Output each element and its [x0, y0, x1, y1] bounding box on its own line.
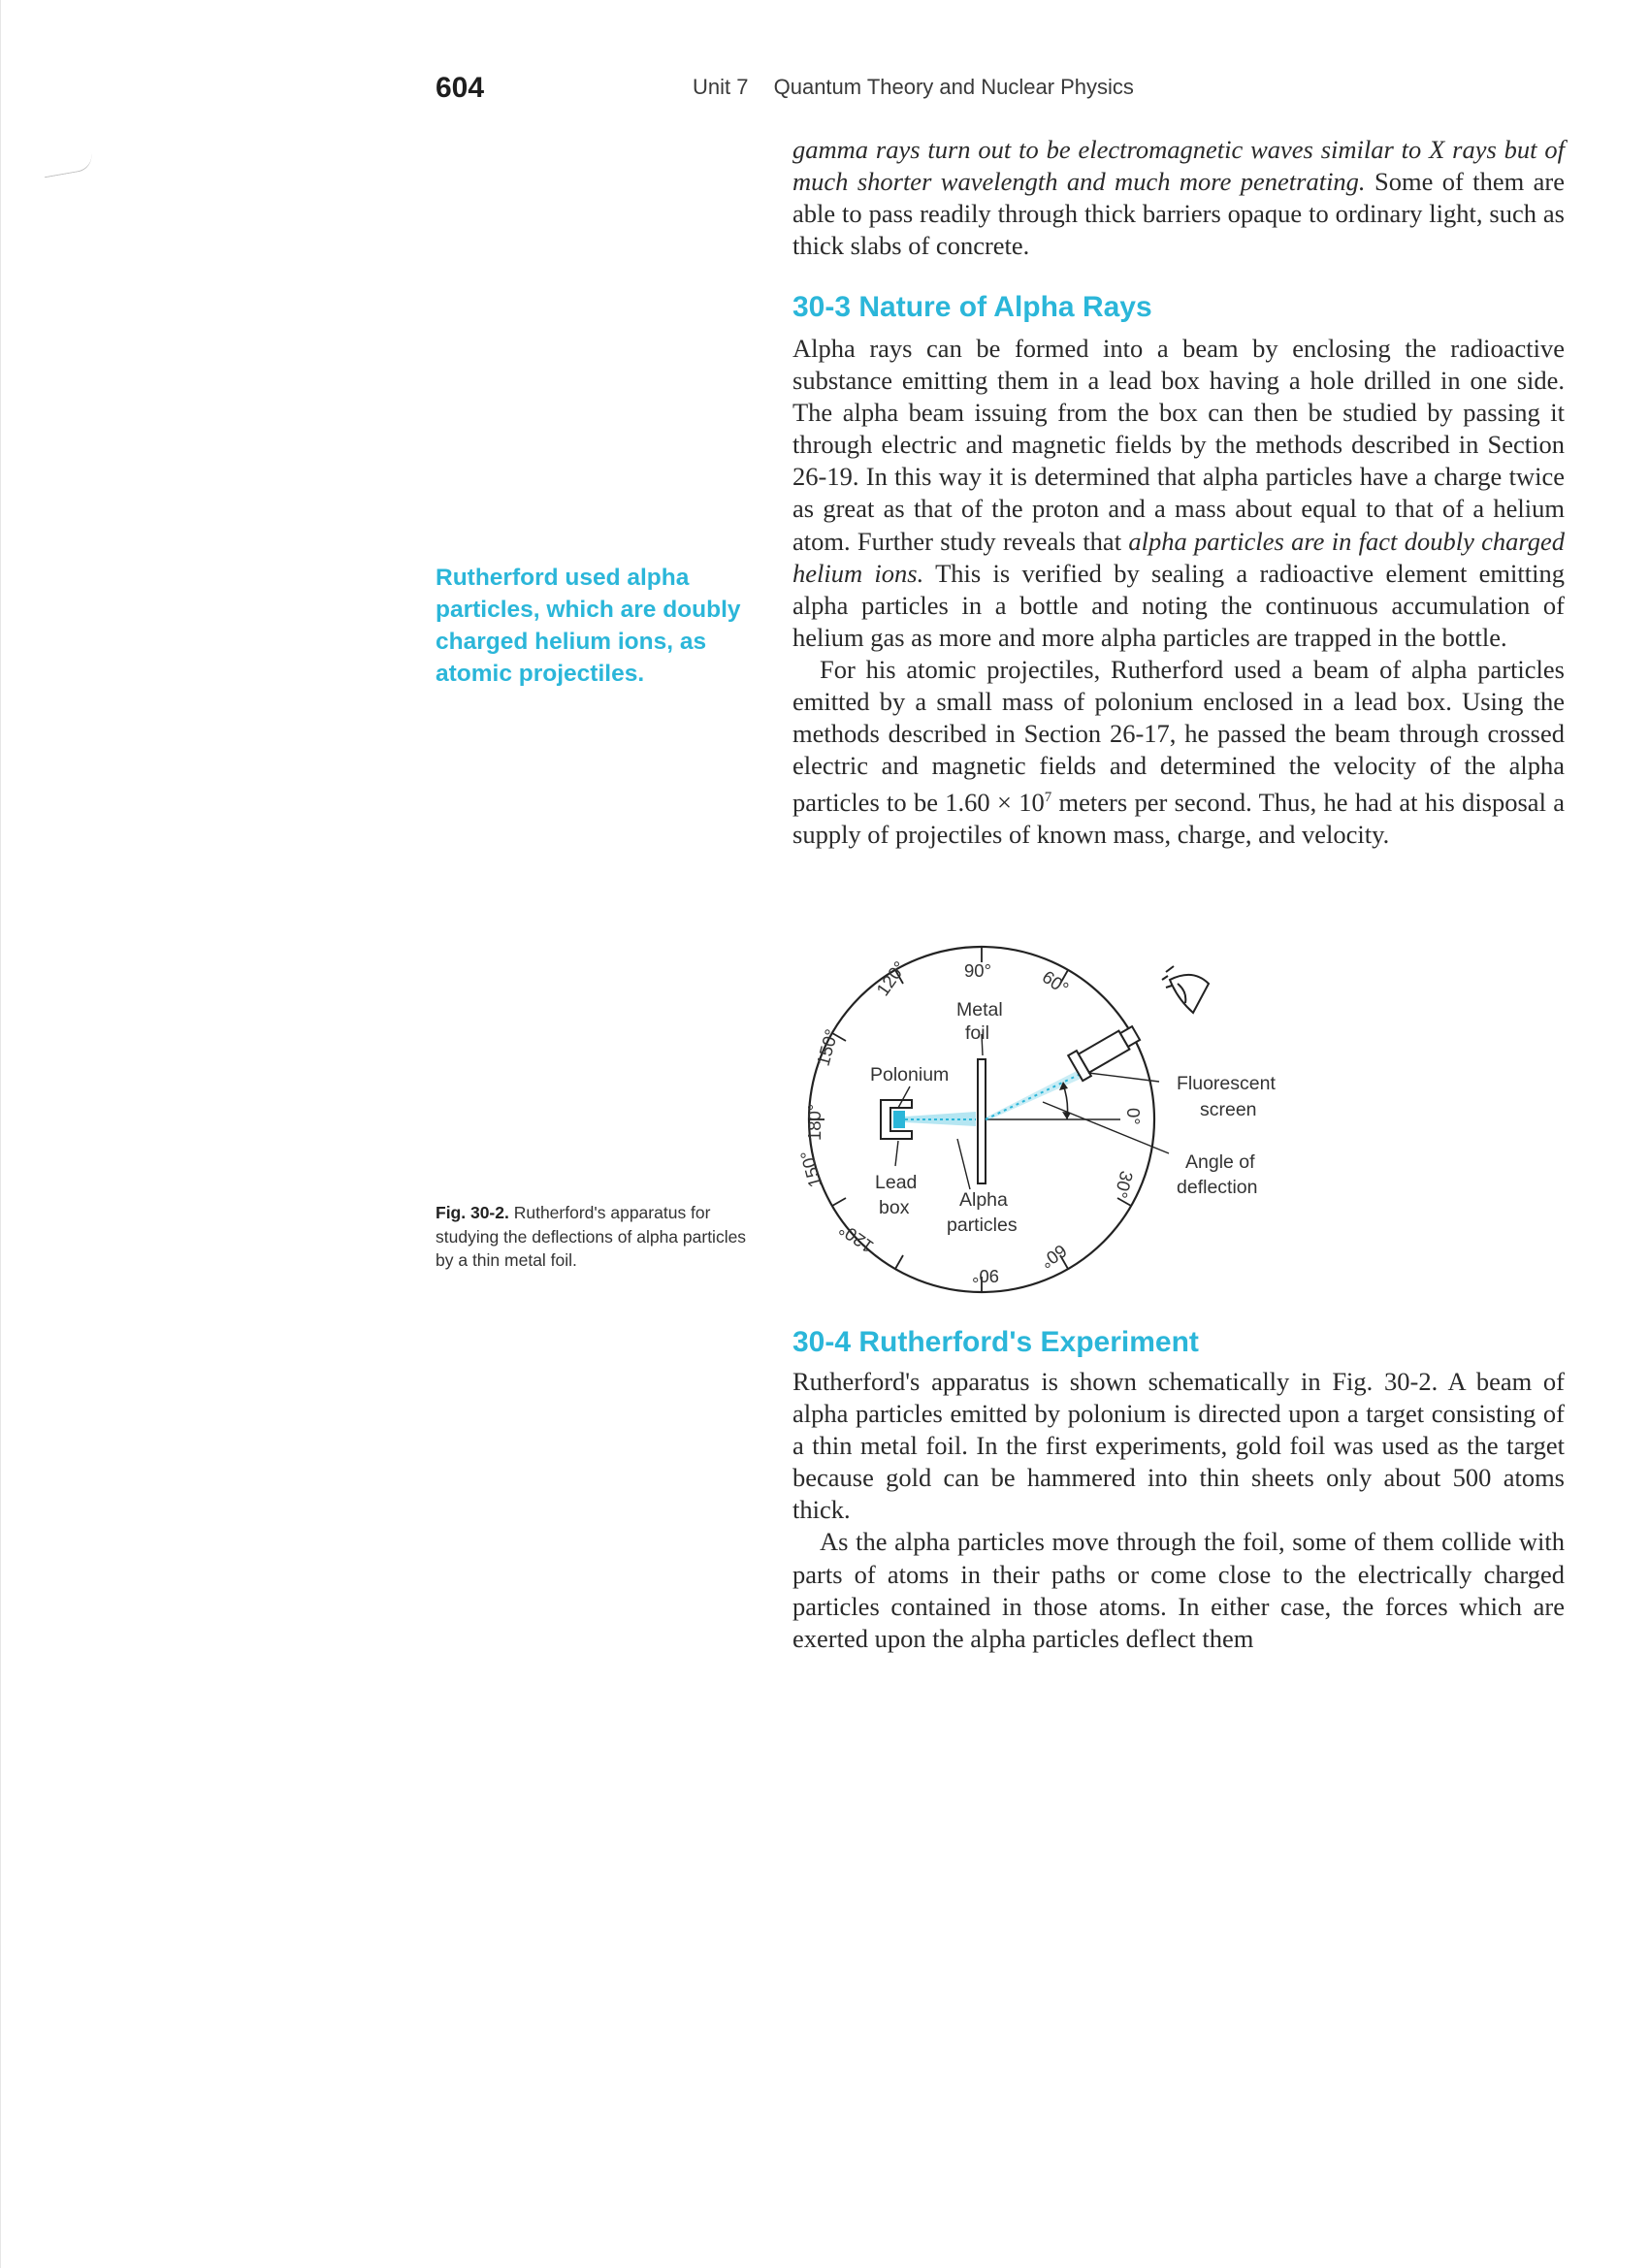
- caption-label: Fig. 30-2.: [436, 1203, 509, 1222]
- paragraph-alpha-rays: [792, 333, 1565, 654]
- paragraph-apparatus: Rutherford's apparatus is shown schematically in Fig. 30-2. A beam of alpha particles emitted by polonium is directed upon a target consisting of a thin metal foil. In the first experiments, gold foil was used as the target because gold can be hammered into thin sheets only about 500 atoms thick.: [792, 1367, 1565, 1525]
- intro-paragraph: [792, 134, 1565, 262]
- angle-label-60-bottom: 60°: [1036, 1240, 1071, 1273]
- label-foil: foil: [965, 1022, 989, 1044]
- scan-artifact: [42, 153, 94, 178]
- caption-text: Rutherford's apparatus for studying the deflections of alpha particles by a thin metal foil.: [436, 1203, 747, 1270]
- label-box: box: [879, 1197, 910, 1218]
- section-30-3-body: [792, 333, 1565, 851]
- section-heading-30-3: 30-3 Nature of Alpha Rays: [792, 291, 1152, 323]
- p2-text-a: For his atomic projectiles, Rutherford used a beam of alpha particles emitted by a small mass of polonium enclosed in a lead box. Using the methods described in Section 26-17, he passed the beam through crossed electric and magnetic fields and determined the velocity of the alpha particles to be 1.60 × 10: [792, 654, 1565, 818]
- leader-alpha-particles: [957, 1139, 970, 1189]
- p1-italic: alpha particles are in fact doubly charged helium ions.: [792, 526, 1565, 588]
- label-deflection: deflection: [1177, 1177, 1258, 1198]
- section-30-4-body: [792, 1366, 1565, 1655]
- paragraph-projectiles: [792, 654, 1565, 851]
- scan-border-line: [0, 0, 1, 2268]
- angle-label-150-lower: 150°: [795, 1149, 825, 1190]
- margin-note: Rutherford used alpha particles, which are doubly charged helium ions, as atomic projectiles.: [436, 565, 741, 687]
- label-alpha: Alpha: [959, 1189, 1008, 1211]
- running-head: [693, 75, 1134, 100]
- figure-caption: [436, 1201, 756, 1273]
- intro-block: [792, 134, 1565, 262]
- figure-30-2: [786, 935, 1310, 1294]
- intro-italic: gamma rays turn out to be electromagnetic waves similar to X rays but of much shorter wavelength and much more penetrating.: [792, 135, 1565, 197]
- rutherford-apparatus-diagram: [786, 935, 1310, 1294]
- observer-eye-icon: [1162, 966, 1209, 1013]
- label-metal: Metal: [956, 999, 1003, 1021]
- angle-label-150-upper: 150°: [812, 1026, 842, 1069]
- section-30-3: [792, 291, 1565, 324]
- label-fluorescent: Fluorescent: [1177, 1073, 1276, 1094]
- label-screen: screen: [1200, 1099, 1257, 1120]
- page-number: 604: [436, 72, 485, 104]
- angle-label-180: 180°: [804, 1103, 824, 1141]
- label-lead: Lead: [875, 1172, 918, 1193]
- label-polonium: Polonium: [870, 1064, 950, 1085]
- chapter-title: Quantum Theory and Nuclear Physics: [773, 75, 1134, 99]
- section-heading-30-4: 30-4 Rutherford's Experiment: [792, 1326, 1199, 1358]
- angle-label-0: 0°: [1123, 1108, 1144, 1125]
- microscope-assembly: [1068, 1021, 1143, 1081]
- angle-label-90-bottom: 90°: [972, 1266, 999, 1286]
- p1-text-b: This is verified by sealing a radioactive element emitting alpha particles in a bottle and noting the continuous accumulation of helium gas as more and more alpha particles are trapped in the bottle.: [792, 558, 1565, 652]
- angle-label-90-top: 90°: [964, 960, 991, 981]
- tick-150-bottom: [832, 1198, 846, 1206]
- unit-label: Unit 7: [693, 75, 749, 99]
- paragraph-collisions: As the alpha particles move through the foil, some of them collide with parts of atoms in their paths or come close to the electrically charged particles contained in those atoms. In either case, the forces which are exerted upon the alpha particles deflect them: [792, 1527, 1565, 1653]
- label-particles: particles: [947, 1215, 1018, 1236]
- leader-lead-box: [895, 1141, 898, 1166]
- tick-120-bottom: [895, 1255, 903, 1269]
- intro-text: Some of them are able to pass readily through thick barriers opaque to ordinary light, such as thick slabs of concrete.: [792, 167, 1565, 261]
- angle-label-120-top: 120°: [872, 956, 911, 1000]
- angle-label-120-bottom: 120°: [834, 1218, 878, 1257]
- metal-foil: [978, 1059, 986, 1183]
- angle-label-30-lower: 30°: [1110, 1168, 1138, 1201]
- leader-angle-deflection: [1043, 1102, 1169, 1153]
- section-30-4: [792, 1326, 1565, 1359]
- p2-exponent: 7: [1044, 790, 1052, 806]
- polonium-source: [893, 1111, 905, 1128]
- p1-text-a: Alpha rays can be formed into a beam by enclosing the radioactive substance emitting them in a lead box having a hole drilled in one side. The alpha beam issuing from the box can then be studied by passing it through electric and magnetic fields by the methods described in Section 26-19. In this way it is determined that alpha particles have a charge twice as great as that of the proton and a mass about equal to that of a helium atom. Further study reveals that: [792, 334, 1565, 556]
- label-angle-of: Angle of: [1185, 1151, 1255, 1173]
- angle-label-60-top: 60°: [1038, 966, 1073, 999]
- p2-text-b: meters per second. Thus, he had at his disposal a supply of projectiles of known mass, charge, and velocity.: [792, 788, 1565, 850]
